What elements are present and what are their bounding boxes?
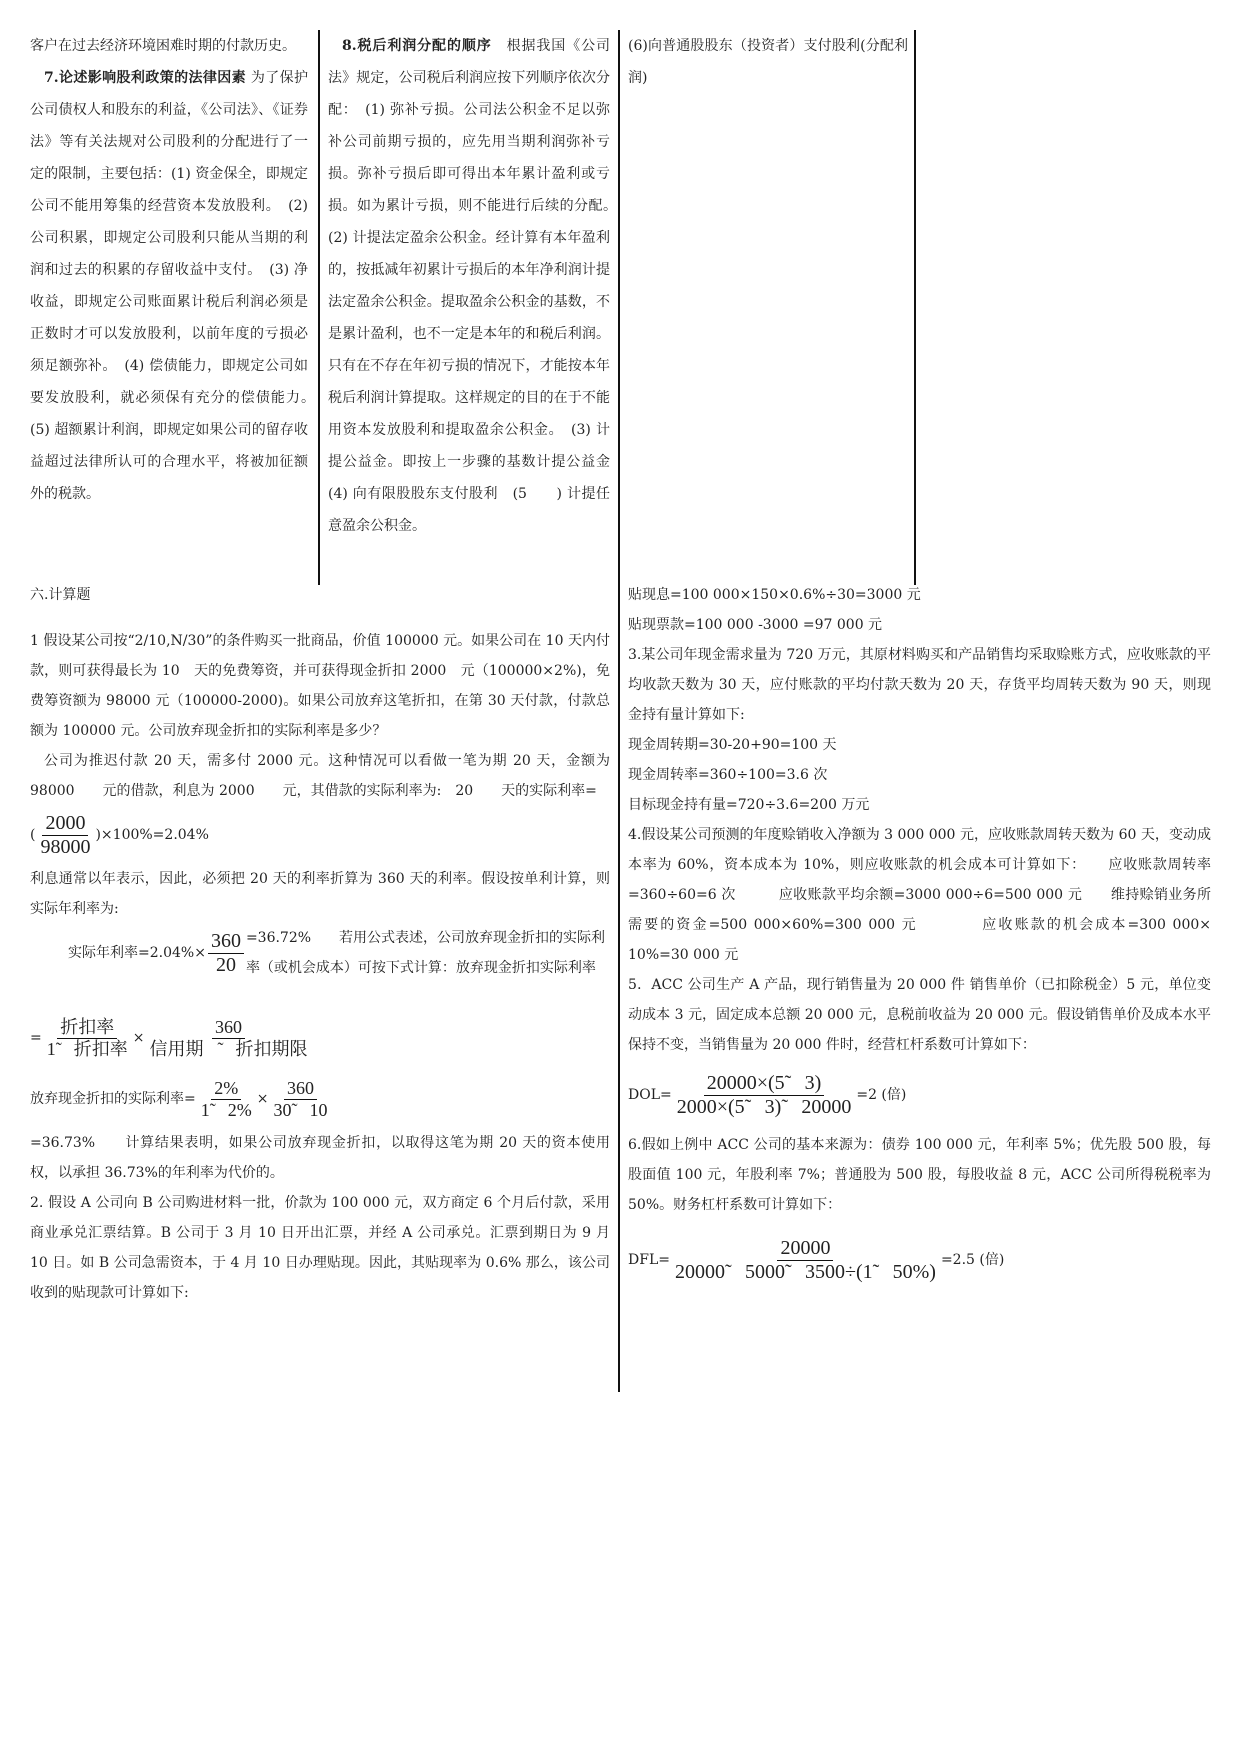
question-4-text: 4.假设某公司预测的年度赊销收入净额为 3 000 000 元，应收账款周转天数为 60 天，变动成本率为 60%，资本成本为 10%，则应收账款的机会成本可计算如下： 应收账款周转率=360÷60=6 次 应收账款平均余额=3000 000÷6=500 000 元 维持赊销业务所需要的资金=500 000×60%=300 000 元 应收账款的机会成本=300 000× 10%=30 000 元 bbox=[628, 827, 1211, 963]
formula-general-pre: = bbox=[30, 1030, 42, 1046]
paragraph-legal-factors bbox=[30, 62, 322, 510]
fraction-numerator: 20000 bbox=[777, 1237, 833, 1261]
fraction-denominator: 1̃ 2% bbox=[200, 1099, 252, 1120]
calc-section-right bbox=[628, 580, 1211, 1300]
formula-actual-fraction-2 bbox=[270, 1078, 330, 1120]
formula-general-times: × bbox=[132, 1030, 145, 1046]
discount-interest: 贴现息=100 000×150×0.6%÷30=3000 元 bbox=[628, 587, 921, 603]
divider-top-1 bbox=[318, 30, 320, 585]
formula-dfl-fraction bbox=[672, 1237, 939, 1284]
formula-actual-pre: 放弃现金折扣的实际利率= bbox=[30, 1091, 196, 1107]
formula-dfl-post: =2.5 (倍) bbox=[940, 1252, 1005, 1268]
formula-actual-conclusion: =36.73% 计算结果表明，如果公司放弃现金折扣，以取得这笔为期 20 天的资本使用权，以承担 36.73%的年利率为代价的。 bbox=[30, 1135, 610, 1181]
section-title: 六.计算题 bbox=[30, 587, 91, 603]
top-column-2 bbox=[328, 30, 624, 542]
fraction-denominator: 2000×(5̃ 3)̃ 20000 bbox=[676, 1095, 852, 1118]
formula-daily-rate-pre: ( bbox=[30, 827, 36, 843]
paragraph-dividend-common: (6)向普通股股东（投资者）支付股利(分配利润) bbox=[628, 38, 908, 86]
fraction-denominator: 98000 bbox=[40, 835, 91, 858]
fraction-numerator: 360 bbox=[208, 930, 244, 954]
question-5-text: 5．ACC 公司生产 A 产品，现行销售量为 20 000 件 销售单价（已扣除税金）5 元，单位变动成本 3 元，固定成本总额 20 000 元，息税前收益为 20 000 元。假设销售单价及成本水平保持不变，当销售量为 20 000 件时，经营杠杆系数可计算如下： bbox=[628, 977, 1211, 1053]
heading-profit-order: 8.税后利润分配的顺序 bbox=[342, 38, 492, 54]
formula-dol-fraction bbox=[674, 1072, 855, 1119]
question-3-text: 3.某公司年现金需求量为 720 万元，其原材料购买和产品销售均采取赊账方式，应收账款的平均收款天数为 30 天，应付账款的平均付款天数为 20 天，存货平均周转天数为 90 天，则现金持有量计算如下: bbox=[628, 647, 1211, 723]
formula-dol bbox=[628, 1060, 1211, 1130]
text-profit-order: 根据我国《公司法》规定，公司税后利润应按下列顺序依次分配： (1) 弥补亏损。公司法公积金不足以弥补公司前期亏损的，应先用当期利润弥补亏损。弥补亏损后即可得出本年累计盈利或亏损。如为累计亏损，则不能进行后续的分配。 (2) 计提法定盈余公积金。经计算有本年盈利的，按抵减年初累计亏损后的本年净利润计提法定盈余公积金。提取盈余公积金的基数，不是累计盈利，也不一定是本年的和税后利润。只有在不存在年初亏损的情况下，才能按本年税后利润计算提取。这样规定的目的在于不能用资本发放股利和提取盈余公积金。 (3) 计提公益金。即按上一步骤的基数计提公益金 (4) 向有限股股东支付股利 (5 ) 计提任意盈余公积金。 bbox=[328, 38, 624, 534]
divider-top-3 bbox=[914, 30, 916, 585]
formula-actual-fraction-1 bbox=[198, 1078, 255, 1120]
fraction-numerator: 2% bbox=[211, 1078, 241, 1100]
formula-annual-rate bbox=[30, 924, 610, 982]
cash-cycle: 现金周转期=30-20+90=100 天 bbox=[628, 737, 837, 753]
fraction-numerator: 2000 bbox=[42, 812, 88, 836]
formula-daily-rate-fraction bbox=[37, 812, 93, 859]
question-1-answer: 公司为推迟付款 20 天，需多付 2000 元。这种情况可以看做一笔为期 20 天，金额为 98000 元的借款，利息为 2000 元，其借款的实际利率为: 20 天的实际利率= bbox=[30, 753, 610, 799]
formula-general-fraction-1 bbox=[44, 1017, 131, 1059]
formula-general-fraction-2 bbox=[146, 1017, 310, 1059]
fraction-denominator: 20000̃ 5000̃ 3500÷(1̃ 50%) bbox=[674, 1260, 936, 1283]
formula-dol-pre: DOL= bbox=[628, 1087, 672, 1103]
fraction-denominator: 30̃ 10 bbox=[273, 1099, 328, 1120]
formula-annual-rate-post: =36.72% 若用公式表述，公司放弃现金折扣的实际利率（或机会成本）可按下式计算：放弃现金折扣实际利率 bbox=[245, 930, 606, 976]
fraction-denominator: 1̃ 折扣率 bbox=[46, 1038, 128, 1059]
fraction-numerator: 折扣率 bbox=[57, 1017, 117, 1039]
question-1-text-2: 利息通常以年表示，因此，必须把 20 天的利率折算为 360 天的利率。假设按单利计算，则实际年利率为: bbox=[30, 871, 610, 917]
fraction-denominator: 20 bbox=[215, 953, 236, 976]
paragraph-profit-order bbox=[328, 30, 624, 542]
text-legal-factors: 为了保护公司债权人和股东的利益，《公司法》、《证券法》等有关法规对公司股利的分配进行了一定的限制，主要包括：(1) 资金保全，即规定公司不能用筹集的经营资本发放股利。 (2) 公司积累，即规定公司股利只能从当期的利润和过去的积累的存留收益中支付。 (3) 净收益，即规定公司账面累计税后利润必须是正数时才可以发放股利，以前年度的亏损必须足额弥补。 (4) 偿债能力，即规定公司如要发放股利，就必须保有充分的偿债能力。 (5) 超额累计利润，即规定如果公司的留存收益超过法律所认可的合理水平，将被加征额外的税款。 bbox=[30, 70, 322, 502]
formula-general bbox=[30, 1006, 610, 1070]
formula-dfl bbox=[628, 1220, 1211, 1300]
calc-section-left bbox=[30, 580, 610, 1308]
formula-dol-post: =2 (倍) bbox=[856, 1087, 907, 1103]
cash-turnover: 现金周转率=360÷100=3.6 次 bbox=[628, 767, 828, 783]
formula-actual bbox=[30, 1070, 610, 1128]
paragraph-payment-history: 客户在过去经济环境困难时期的付款历史。 bbox=[30, 38, 296, 54]
formula-actual-times: × bbox=[256, 1091, 269, 1107]
top-column-3 bbox=[628, 30, 908, 94]
formula-annual-rate-pre: 实际年利率=2.04%× bbox=[68, 945, 206, 961]
divider-top-2 bbox=[618, 30, 620, 1392]
top-column-1 bbox=[30, 30, 322, 510]
fraction-numerator: 360 bbox=[284, 1078, 317, 1100]
question-1-text: 1 假设某公司按“2/10,N/30”的条件购买一批商品，价值 100000 元。如果公司在 10 天内付款，则可获得最长为 10 天的免费筹资，并可获得现金折扣 2000 元（100000×2%)，免费筹资额为 98000 元（100000-2000)。如果公司放弃这笔折扣，在第 30 天付款，付款总额为 100000 元。公司放弃现金折扣的实际利率是多少？ bbox=[30, 633, 610, 739]
formula-daily-rate-post: )×100%=2.04% bbox=[95, 827, 209, 843]
fraction-numerator: 20000×(5̃ 3) bbox=[704, 1072, 825, 1096]
formula-annual-rate-fraction bbox=[208, 930, 244, 977]
question-2-text: 2. 假设 A 公司向 B 公司购进材料一批，价款为 100 000 元，双方商定 6 个月后付款，采用商业承兑汇票结算。B 公司于 3 月 10 日开出汇票，并经 A 公司承兑。汇票到期日为 9 月 10 日。如 B 公司急需资本，于 4 月 10 日办理贴现。因此，其贴现率为 0.6% 那么，该公司收到的贴现款可计算如下: bbox=[30, 1195, 610, 1301]
discounted-amount: 贴现票款=100 000 -3000 =97 000 元 bbox=[628, 617, 883, 633]
fraction-numerator: 360 bbox=[212, 1017, 245, 1039]
heading-legal-factors: 7.论述影响股利政策的法律因素 bbox=[44, 70, 246, 86]
formula-daily-rate bbox=[30, 806, 610, 864]
formula-dfl-pre: DFL= bbox=[628, 1252, 670, 1268]
target-cash: 目标现金持有量=720÷3.6=200 万元 bbox=[628, 797, 870, 813]
fraction-denominator: 信用期限̃ 折扣期限 bbox=[149, 1038, 308, 1059]
question-6-text: 6.假如上例中 ACC 公司的基本来源为：债券 100 000 元，年利率 5%；优先股 500 股，每股面值 100 元，年股利率 7%；普通股为 500 股，每股收益 8 元，ACC 公司所得税税率为 50%。财务杠杆系数可计算如下： bbox=[628, 1137, 1211, 1213]
